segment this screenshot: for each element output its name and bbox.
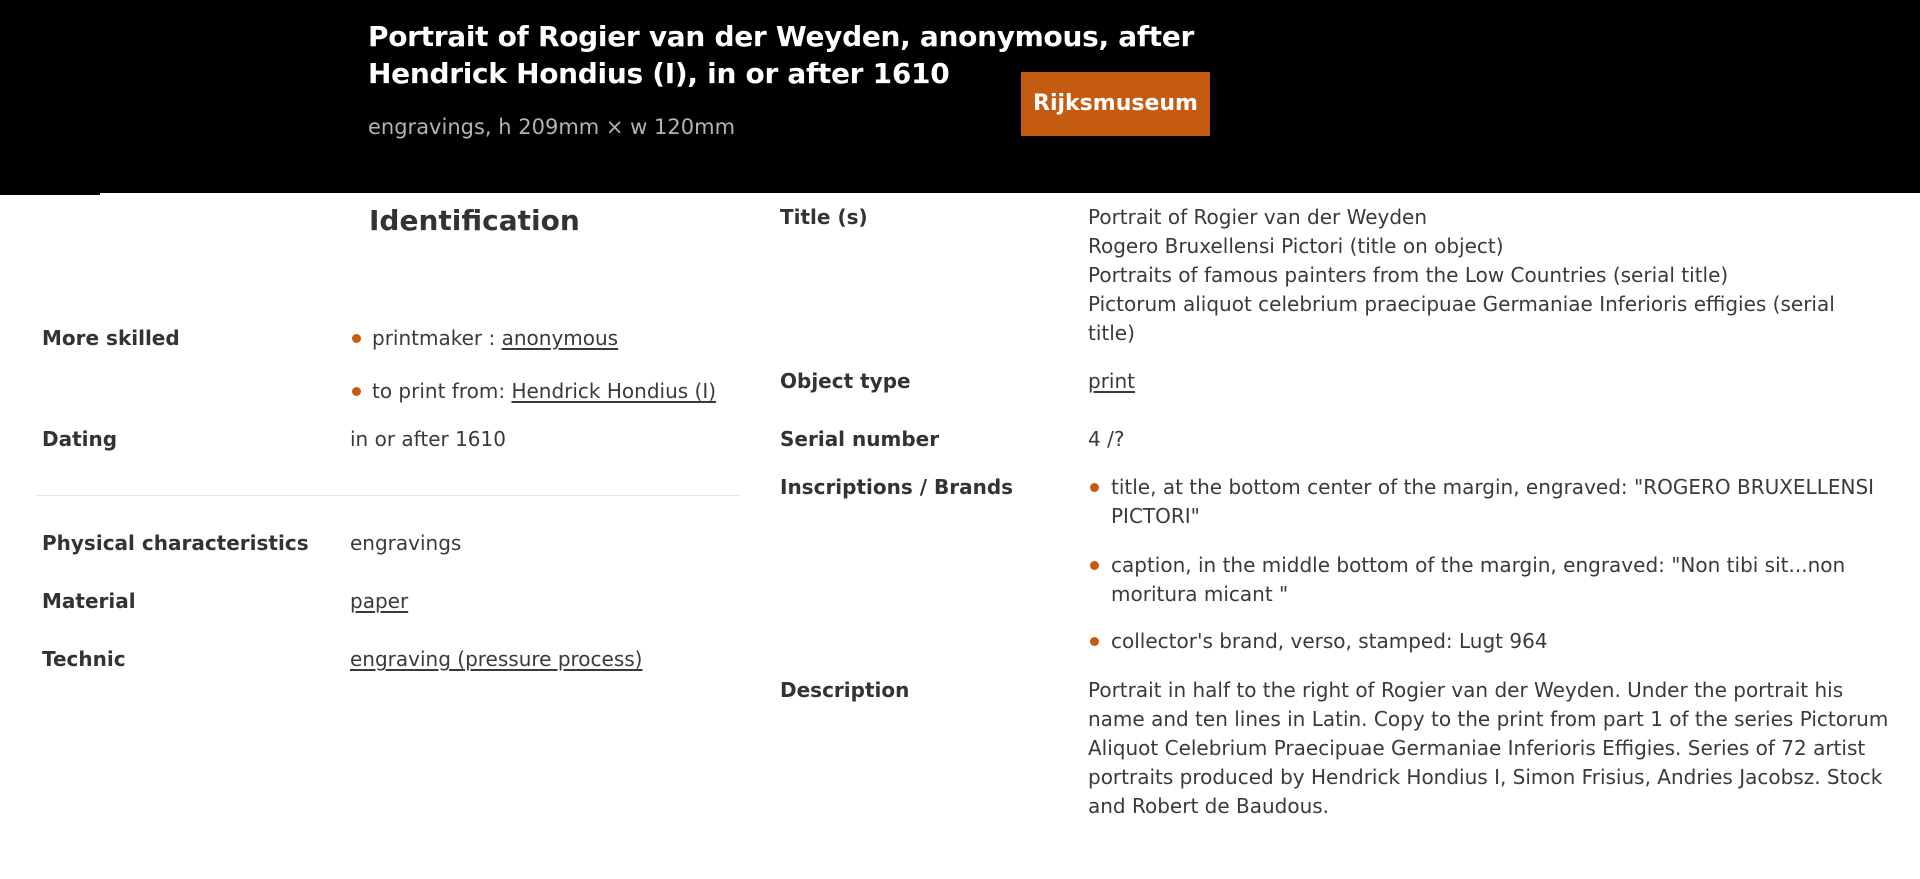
physical-characteristics-value: engravings <box>350 531 462 555</box>
dating-label: Dating <box>42 427 118 451</box>
inscription-item: collector's brand, verso, stamped: Lugt 964 <box>1111 629 1548 653</box>
maker-role: to print from: <box>372 379 512 403</box>
physical-characteristics-label: Physical characteristics <box>42 531 309 555</box>
bullet-icon <box>1090 561 1099 570</box>
page-subtitle: engravings, h 209mm × w 120mm <box>368 115 736 139</box>
titles-list <box>1088 203 1888 348</box>
title-entry: Portrait of Rogier van der Weyden <box>1088 205 1428 229</box>
title-entry: Rogero Bruxellensi Pictori (title on object) <box>1088 234 1504 258</box>
object-type-label: Object type <box>780 369 911 393</box>
material-label: Material <box>42 589 136 613</box>
divider <box>36 495 740 496</box>
maker-item <box>372 324 618 353</box>
inscriptions-label: Inscriptions / Brands <box>780 475 1014 499</box>
object-type-link[interactable]: print <box>1088 369 1135 393</box>
maker-item <box>372 377 716 406</box>
title-entry: Pictorum aliquot celebrium praecipuae Germaniae Inferioris effigies (serial title) <box>1088 292 1835 345</box>
material-link[interactable]: paper <box>350 589 409 613</box>
object-type-value <box>1088 367 1135 396</box>
dating-value: in or after 1610 <box>350 427 506 451</box>
bullet-icon <box>352 387 361 396</box>
description-text: Portrait in half to the right of Rogier van der Weyden. Under the portrait his name and ten lines in Latin. Copy to the print from part 1 of the series Pictorum Aliquot Celebrium Praecipuae Germaniae Inferioris Effigies. Series of 72 artist portraits produced by Hendrick Hondius I, Simon Frisius, Andries Jacobsz. Stock and Robert de Baudous. <box>1088 678 1889 818</box>
serial-number-label: Serial number <box>780 427 940 451</box>
maker-link[interactable]: Hendrick Hondius (I) <box>511 379 717 403</box>
technic-value <box>350 645 642 674</box>
inscription-item: title, at the bottom center of the margin, engraved: "ROGERO BRUXELLENSI PICTORI" <box>1111 475 1875 528</box>
maker-link[interactable]: anonymous <box>501 326 619 350</box>
inscription-item: caption, in the middle bottom of the margin, engraved: "Non tibi sit...non moritura micant " <box>1111 553 1846 606</box>
technic-label: Technic <box>42 647 126 671</box>
more-skilled-label: More skilled <box>42 326 180 350</box>
description-label: Description <box>780 678 910 702</box>
section-heading-identification: Identification <box>369 204 580 237</box>
bullet-icon <box>1090 483 1099 492</box>
titles-label: Title (s) <box>780 205 868 229</box>
maker-role: printmaker : <box>372 326 502 350</box>
technic-link[interactable]: engraving (pressure process) <box>350 647 643 671</box>
bullet-icon <box>1090 637 1099 646</box>
page-header <box>0 0 1920 193</box>
rijksmuseum-button[interactable]: Rijksmuseum <box>1021 72 1210 136</box>
header-notch <box>0 193 100 195</box>
title-entry: Portraits of famous painters from the Low Countries (serial title) <box>1088 263 1729 287</box>
serial-number-value: 4 /? <box>1088 427 1125 451</box>
material-value <box>350 587 408 616</box>
bullet-icon <box>352 334 361 343</box>
page-title: Portrait of Rogier van der Weyden, anonymous, after Hendrick Hondius (I), in or after 1610 <box>368 20 1195 90</box>
